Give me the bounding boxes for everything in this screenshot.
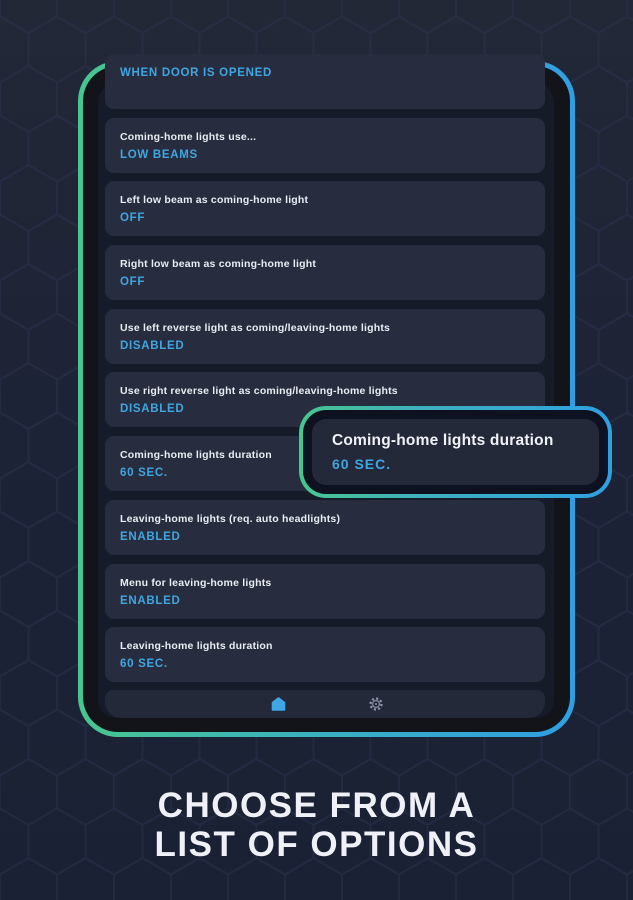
settings-row[interactable]	[105, 54, 545, 109]
settings-row-label: Leaving-home lights (req. auto headlights)	[120, 512, 341, 525]
settings-row-value: DISABLED	[120, 403, 185, 416]
settings-row-value: WHEN DOOR IS OPENED	[120, 67, 272, 79]
home-icon[interactable]	[269, 695, 287, 713]
tablet-device	[78, 61, 575, 737]
callout-value: 60 SEC.	[332, 456, 392, 472]
settings-row-value: 60 SEC.	[120, 467, 168, 480]
settings-list	[105, 54, 545, 682]
callout-card	[312, 419, 599, 485]
settings-row-value: ENABLED	[120, 530, 181, 543]
settings-row-value: ENABLED	[120, 594, 181, 607]
settings-row-value: OFF	[120, 212, 146, 225]
settings-row[interactable]	[105, 181, 545, 236]
settings-row[interactable]	[105, 245, 545, 300]
callout-label: Coming-home lights duration	[332, 432, 554, 449]
settings-row-label: Right low beam as coming-home light	[120, 258, 317, 271]
callout-bubble	[299, 406, 612, 498]
bottom-nav	[105, 690, 545, 718]
settings-row-label: Coming-home lights use...	[120, 130, 257, 143]
settings-row-label: Menu for leaving-home lights	[120, 576, 272, 589]
gear-icon[interactable]	[367, 695, 385, 713]
settings-row-value: 60 SEC.	[120, 658, 168, 671]
tablet-bezel	[83, 66, 570, 732]
caption	[0, 786, 633, 864]
settings-row-label: Left low beam as coming-home light	[120, 194, 309, 207]
settings-row[interactable]	[105, 564, 545, 619]
settings-row[interactable]	[105, 118, 545, 173]
settings-row[interactable]	[105, 627, 545, 682]
settings-row-value: DISABLED	[120, 339, 185, 352]
caption-line-1: CHOOSE FROM A	[157, 786, 476, 825]
callout-frame	[303, 410, 608, 494]
settings-row-value: OFF	[120, 276, 146, 289]
settings-row-label: Coming-home lights duration	[120, 449, 272, 462]
settings-row[interactable]	[105, 309, 545, 364]
caption-line-2: LIST OF OPTIONS	[154, 825, 479, 864]
settings-row-label: Use left reverse light as coming/leaving-home lights	[120, 321, 391, 334]
tablet-screen	[98, 67, 554, 718]
settings-row-label: Leaving-home lights duration	[120, 640, 273, 653]
settings-row-label: Use right reverse light as coming/leaving-home lights	[120, 385, 398, 398]
settings-row-value: LOW BEAMS	[120, 148, 198, 161]
settings-row[interactable]	[105, 500, 545, 555]
